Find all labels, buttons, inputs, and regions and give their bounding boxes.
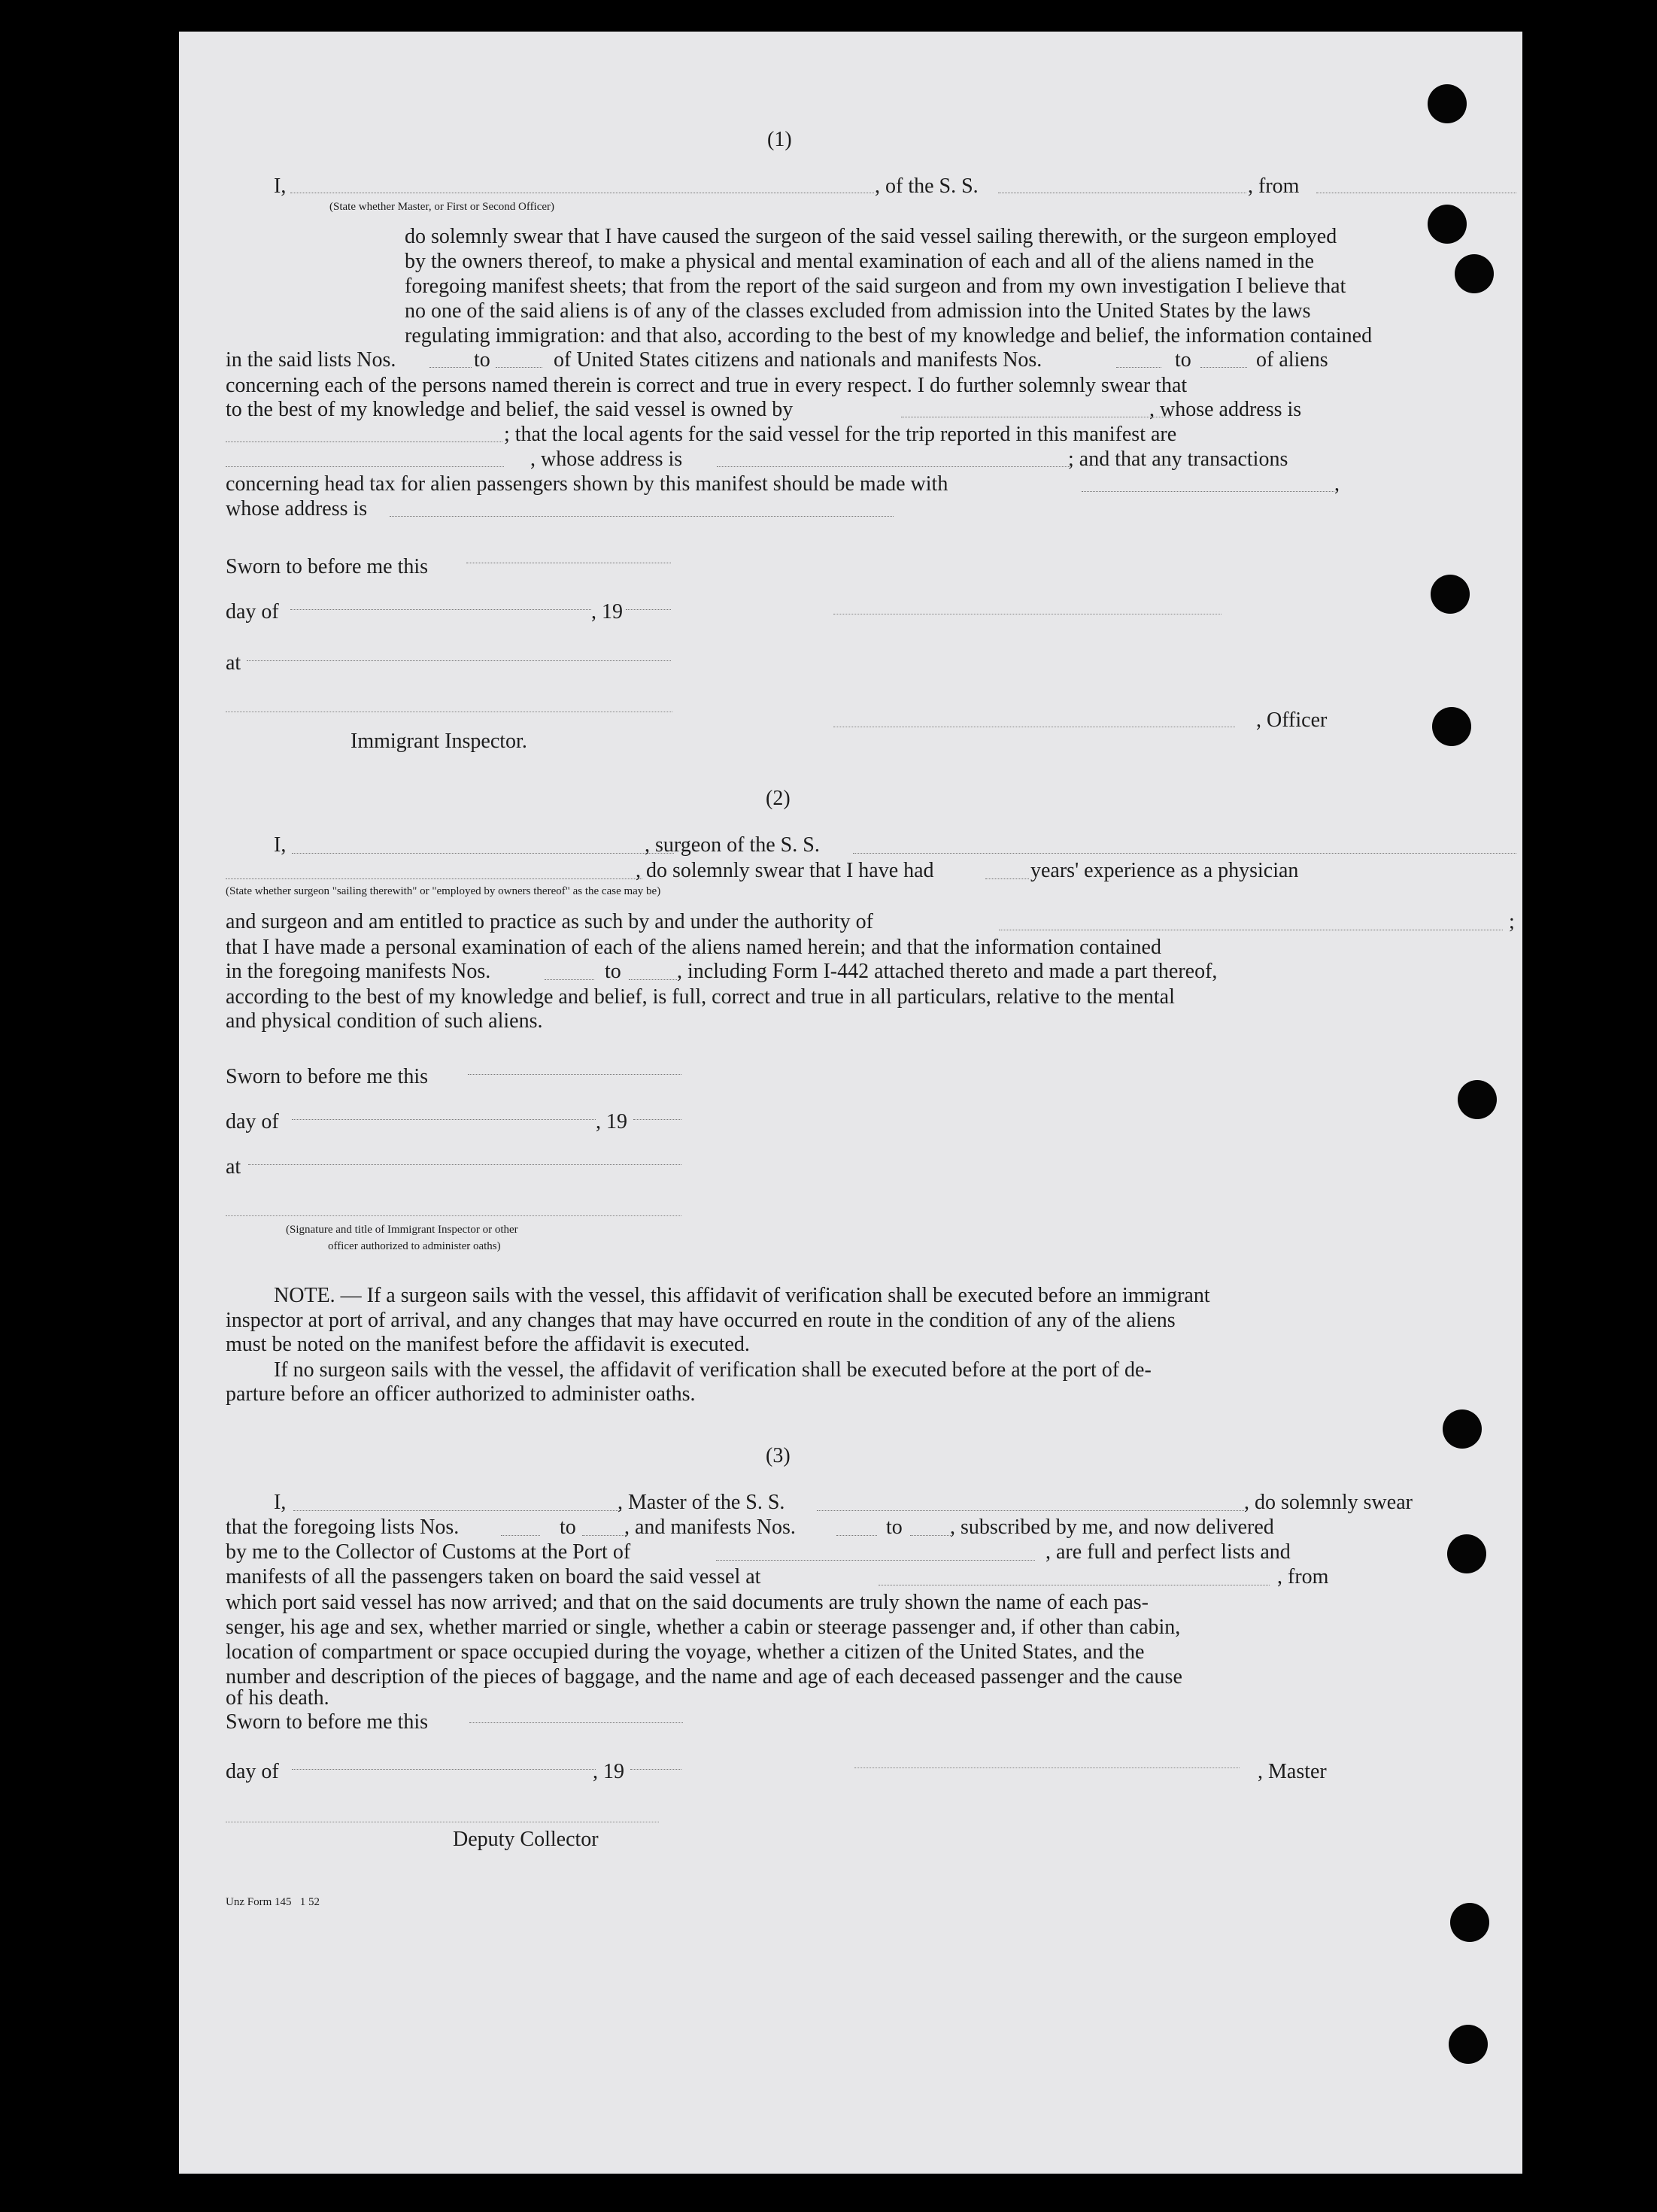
- s3-manifests-to-field[interactable]: [910, 1535, 951, 1536]
- s1-body-line: no one of the said aliens is of any of the classes excluded from admission into the United States by the laws: [405, 299, 1311, 323]
- s3-body-line: senger, his age and sex, whether married or single, whether a cabin or steerage passenger and, if other than cabin,: [226, 1616, 1181, 1639]
- section-1-heading: (1): [767, 128, 792, 151]
- punch-hole: [1431, 575, 1470, 614]
- s1-intro-from: , from: [1248, 174, 1300, 198]
- s1-agents-address-label: , whose address is: [530, 448, 683, 471]
- s2-authority-label: and surgeon and am entitled to practice as such by and under the authority of: [226, 910, 873, 933]
- s1-owned-label: to the best of my knowledge and belief, the said vessel is owned by: [226, 398, 794, 421]
- s3-body-line: location of compartment or space occupied during the voyage, whether a citizen of the United States, and the: [226, 1640, 1145, 1664]
- s1-at-label: at: [226, 651, 241, 675]
- s2-day-of-label: day of: [226, 1110, 279, 1133]
- punch-hole: [1458, 1080, 1497, 1119]
- s3-lists-full-label: , are full and perfect lists and: [1045, 1540, 1291, 1564]
- s1-lists-label: in the said lists Nos.: [226, 348, 396, 372]
- s1-sworn-label: Sworn to before me this: [226, 555, 429, 578]
- s2-note2-line-last: parture before an officer authorized to administer oaths.: [226, 1382, 696, 1406]
- s3-vessel-field[interactable]: [817, 1510, 1244, 1511]
- s1-headtax-label: concerning head tax for alien passengers shown by this manifest should be made with: [226, 472, 948, 496]
- s2-body-line: according to the best of my knowledge and belief, is full, correct and true in all particulars, relative to the mental: [226, 985, 1175, 1009]
- s2-sig-note-2: officer authorized to administer oaths): [328, 1240, 501, 1252]
- s1-body-line: foregoing manifest sheets; that from the report of the said surgeon and from my own investigation I believe that: [405, 275, 1346, 298]
- s3-master-label: , Master of the S. S.: [618, 1491, 785, 1514]
- punch-hole: [1432, 707, 1471, 746]
- punch-hole: [1443, 1409, 1482, 1449]
- s2-years-field[interactable]: [985, 878, 1029, 879]
- s2-intro-i: I,: [274, 833, 287, 857]
- s1-manifests-to-field[interactable]: [1200, 367, 1247, 368]
- s3-port-field[interactable]: [716, 1560, 1035, 1561]
- s3-lists-from-field[interactable]: [501, 1535, 540, 1536]
- s2-authority-semicolon: ;: [1509, 910, 1515, 933]
- punch-hole: [1450, 1903, 1489, 1942]
- s3-delivered-label: , subscribed by me, and now delivered: [950, 1516, 1274, 1539]
- s3-taken-label: manifests of all the passengers taken on board the said vessel at: [226, 1565, 761, 1588]
- s1-manifests-from-field[interactable]: [1116, 367, 1161, 368]
- s1-day-field[interactable]: [290, 609, 591, 610]
- form-page: [179, 32, 1522, 2174]
- s2-physician-label: years' experience as a physician: [1030, 859, 1299, 882]
- s1-intro-note: (State whether Master, or First or Second Officer): [329, 201, 555, 213]
- s2-body-line-last: and physical condition of such aliens.: [226, 1009, 543, 1033]
- s2-manifests-to-field[interactable]: [629, 979, 677, 980]
- s1-to-label: to: [474, 348, 490, 372]
- s1-intro-i: I,: [274, 174, 287, 198]
- s2-body-line: that I have made a personal examination of each of the aliens named herein; and that the information contained: [226, 936, 1161, 959]
- s1-aliens-label: of aliens: [1256, 348, 1328, 372]
- s1-headtax-address-field[interactable]: [390, 516, 894, 517]
- s1-headtax-comma: ,: [1334, 472, 1340, 496]
- s2-form-label: , including Form I-442 attached thereto and made a part thereof,: [677, 960, 1218, 983]
- s2-year-field[interactable]: [633, 1119, 681, 1120]
- s3-collector-label: Deputy Collector: [453, 1828, 599, 1851]
- s2-experience-label: , do solemnly swear that I have had: [636, 859, 934, 882]
- s3-body-line-last: of his death.: [226, 1686, 329, 1710]
- s1-agents-label: ; that the local agents for the said vessel for the trip reported in this manifest are: [504, 423, 1177, 446]
- s3-master-signature-field[interactable]: [854, 1767, 1240, 1768]
- section-2-heading: (2): [766, 787, 791, 810]
- s1-agents-address-field[interactable]: [717, 466, 1070, 467]
- punch-hole: [1447, 1534, 1486, 1573]
- s2-capacity-field[interactable]: [226, 878, 642, 879]
- s1-to-label-2: to: [1175, 348, 1191, 372]
- s2-vessel-field[interactable]: [853, 853, 1516, 854]
- s2-sworn-label: Sworn to before me this: [226, 1065, 429, 1088]
- s1-at-field[interactable]: [247, 660, 671, 661]
- s1-lists-from-field[interactable]: [429, 367, 472, 368]
- punch-hole: [1428, 84, 1467, 123]
- s1-transactions-label: ; and that any transactions: [1068, 448, 1288, 471]
- s2-surgeon-label: , surgeon of the S. S.: [645, 833, 820, 857]
- s3-day-of-label: day of: [226, 1760, 279, 1783]
- s3-body-line: number and description of the pieces of baggage, and the name and age of each deceased passenger and the cause: [226, 1665, 1182, 1689]
- s1-owner-address-label: , whose address is: [1149, 398, 1302, 421]
- s2-sig-note-1: (Signature and title of Immigrant Inspector or other: [286, 1224, 518, 1236]
- s3-master-sig-label: , Master: [1258, 1760, 1327, 1783]
- s1-body-line: by the owners thereof, to make a physical and mental examination of each and all of the aliens named in the: [405, 250, 1315, 273]
- s2-at-label: at: [226, 1155, 241, 1179]
- s3-intro-i: I,: [274, 1491, 287, 1514]
- s1-agents-field[interactable]: [226, 466, 504, 467]
- s2-note2-line: If no surgeon sails with the vessel, the affidavit of verification shall be executed before at the port of de-: [274, 1358, 1152, 1382]
- s2-intro-note: (State whether surgeon "sailing therewith" or "employed by owners thereof" as the case may be): [226, 885, 661, 897]
- form-number: Unz Form 145 1 52: [226, 1896, 320, 1908]
- s2-year-label: , 19: [596, 1110, 627, 1133]
- section-3-heading: (3): [766, 1444, 791, 1467]
- s1-citizens-label: of United States citizens and nationals and manifests Nos.: [554, 348, 1042, 372]
- s3-sworn-label: Sworn to before me this: [226, 1710, 429, 1734]
- s2-manifests-from-field[interactable]: [545, 979, 594, 980]
- s2-note-line: inspector at port of arrival, and any changes that may have occurred en route in the condition of any of the aliens: [226, 1309, 1176, 1332]
- s1-year-field[interactable]: [626, 609, 671, 610]
- s3-year-label: , 19: [593, 1760, 624, 1783]
- s2-signature-field[interactable]: [226, 1215, 681, 1216]
- s1-headtax-field[interactable]: [1082, 491, 1334, 492]
- s3-manifests-from-field[interactable]: [836, 1535, 877, 1536]
- s3-manifests-label: , and manifests Nos.: [624, 1516, 796, 1539]
- s2-day-field[interactable]: [292, 1119, 596, 1120]
- s3-swear-label: , do solemnly swear: [1244, 1491, 1413, 1514]
- s2-to-label: to: [605, 960, 621, 983]
- s1-body-line: concerning each of the persons named therein is correct and true in every respect. I do further solemnly swear that: [226, 374, 1188, 397]
- s1-headtax-address-label: whose address is: [226, 497, 368, 520]
- s1-intro-of: , of the S. S.: [875, 174, 979, 198]
- s1-body-line: regulating immigration: and that also, according to the best of my knowledge and belief, the information contained: [405, 324, 1373, 347]
- s3-day-field[interactable]: [292, 1769, 596, 1770]
- s1-day-of-label: day of: [226, 600, 279, 624]
- s3-year-field[interactable]: [630, 1769, 681, 1770]
- s2-at-field[interactable]: [248, 1164, 681, 1165]
- s3-from-label: , from: [1277, 1565, 1329, 1588]
- s3-sworn-field[interactable]: [469, 1722, 683, 1723]
- s3-name-field[interactable]: [293, 1510, 621, 1511]
- s3-to-label-2: to: [886, 1516, 903, 1539]
- s2-note-line: NOTE. — If a surgeon sails with the vessel, this affidavit of verification shall be executed before an immigrant: [274, 1284, 1210, 1307]
- s1-lists-to-field[interactable]: [496, 367, 542, 368]
- s2-sworn-field[interactable]: [468, 1074, 681, 1075]
- s2-manifests-label: in the foregoing manifests Nos.: [226, 960, 491, 983]
- s3-to-label: to: [560, 1516, 576, 1539]
- s1-officer-label: , Officer: [1256, 709, 1328, 732]
- s3-body-line: which port said vessel has now arrived; and that on the said documents are truly shown the name of each pas-: [226, 1591, 1149, 1614]
- s2-note-line-last: must be noted on the manifest before the affidavit is executed.: [226, 1333, 750, 1356]
- s2-name-field[interactable]: [292, 853, 674, 854]
- s3-lists-label: that the foregoing lists Nos.: [226, 1516, 460, 1539]
- s3-lists-to-field[interactable]: [582, 1535, 626, 1536]
- s3-port-label: by me to the Collector of Customs at the Port of: [226, 1540, 631, 1564]
- s1-year-label: , 19: [591, 600, 623, 624]
- punch-hole: [1449, 2025, 1488, 2064]
- s1-inspector-label: Immigrant Inspector.: [351, 730, 527, 753]
- s1-owner-address-field[interactable]: [226, 441, 502, 442]
- s1-body-line: do solemnly swear that I have caused the surgeon of the said vessel sailing therewith, or the surgeon employed: [405, 225, 1337, 248]
